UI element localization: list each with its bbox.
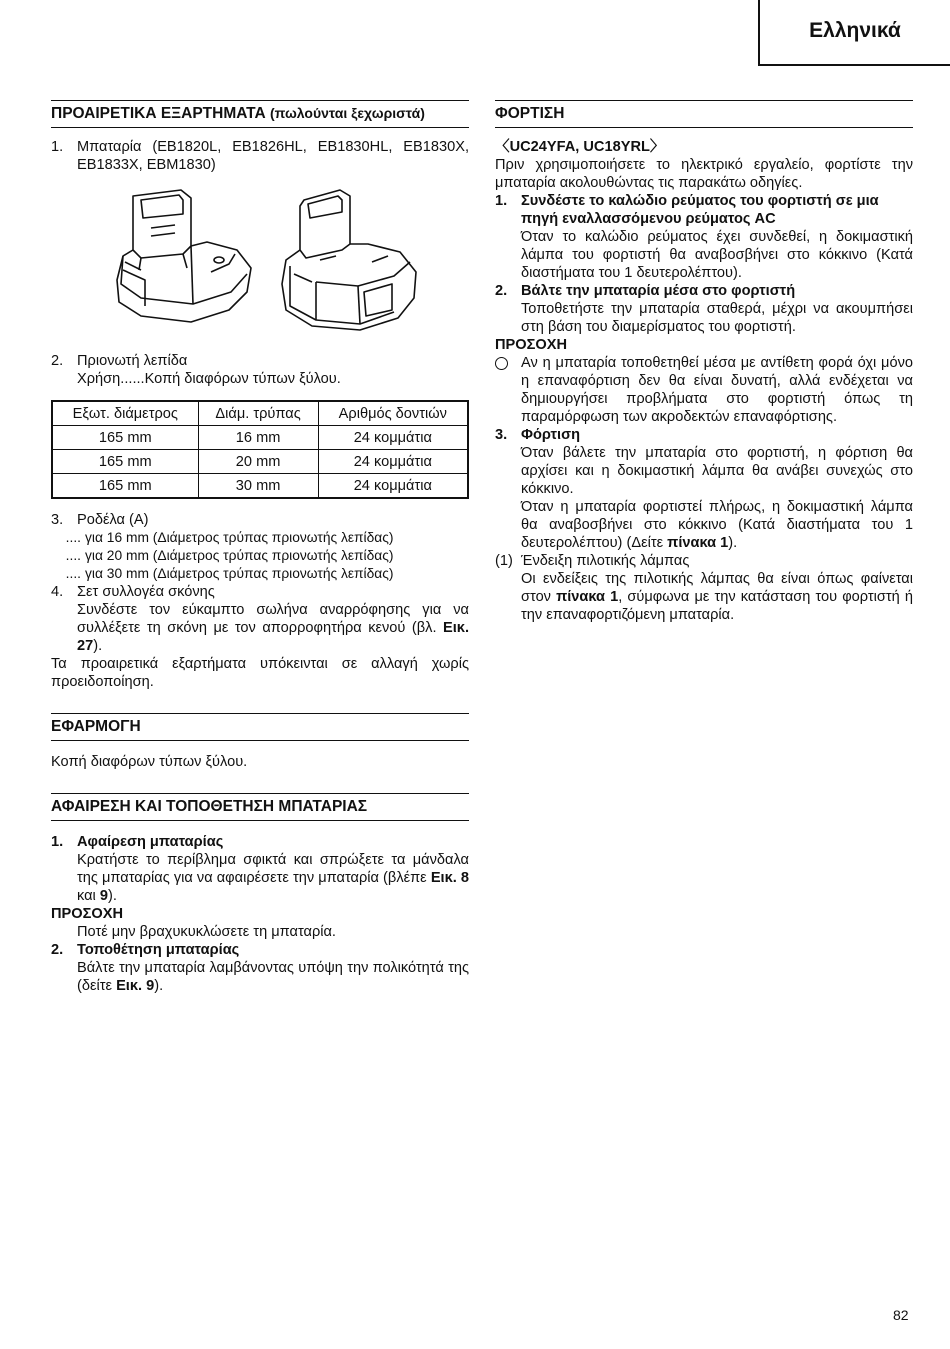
step-text: Τοποθετήστε την μπαταρία σταθερά, μέχρι να ακουμπήσει στη βάση του διαμερίσματος του φορτιστή. [521, 301, 913, 335]
item-text [77, 601, 469, 655]
accessories-note: Τα προαιρετικά εξαρτήματα υπόκεινται σε αλλαγή χωρίς προειδοποίηση. [51, 656, 469, 690]
item-title: Πριονωτή λεπίδα [77, 353, 188, 369]
washer-option [51, 547, 469, 565]
charging-caution-label: ΠΡΟΣΟΧΗ [495, 337, 568, 353]
pilot-lamp-indication [495, 552, 913, 624]
step-text-part: Οι ενδείξεις της πιλοτικής λάμπας θα είναι όπως φαίνεται στον [521, 571, 913, 605]
figure-reference: Εικ. 27 [77, 620, 469, 654]
table-row [52, 474, 468, 499]
optional-accessories-subtitle: (πωλούνται ξεχωριστά) [269, 105, 425, 121]
step-title: Βάλτε την μπαταρία μέσα στο φορτιστή [521, 283, 796, 299]
battery-caution-label: ΠΡΟΣΟΧΗ [51, 906, 124, 922]
table-header-row [52, 401, 468, 426]
battery-step-install [51, 941, 469, 995]
item-text: Ροδέλα (A) [77, 512, 149, 528]
charging-title: ΦΟΡΤΙΣΗ [495, 105, 565, 122]
table-cell: 165 mm [52, 474, 198, 499]
circle-bullet-icon [495, 354, 521, 426]
battery-step-remove [51, 833, 469, 905]
step-text-part: ). [154, 978, 164, 994]
battery-illustration-2 [276, 186, 426, 336]
table-row [52, 450, 468, 474]
battery-illustrations [51, 184, 469, 344]
step-number: 2. [51, 942, 64, 958]
page-number: 82 [893, 1307, 909, 1323]
washer-dots: .... [65, 530, 81, 545]
step-title: Αφαίρεση μπαταρίας [77, 834, 224, 850]
table-row [52, 426, 468, 450]
accessory-item-saw-blade [51, 352, 469, 388]
sub-step-title: Ένδειξη πιλοτικής λάμπας [521, 553, 690, 569]
charging-caution [495, 354, 913, 426]
step-number: 1. [495, 193, 508, 209]
accessory-item-battery [51, 138, 469, 174]
step-text: Όταν το καλώδιο ρεύματος έχει συνδεθεί, η δοκιμαστική λάμπα του φορτιστή θα αναβοσβήνει στο κόκκινο (Κατά διαστήματα του 1 δευτερολέπτου). [521, 229, 913, 281]
washer-text: για 16 mm (Διάμετρος τρύπας πριονωτής λεπίδας) [85, 530, 394, 545]
language-tab: Ελληνικά [758, 0, 950, 66]
step-text [77, 851, 469, 905]
table-header-cell: Αριθμός δοντιών [318, 401, 468, 426]
charging-step-insert [495, 282, 913, 336]
table-cell: 16 mm [198, 426, 318, 450]
sub-step-number: (1) [495, 553, 513, 569]
step-text-part: και [77, 888, 96, 904]
accessory-item-washer [51, 511, 469, 529]
item-text-part: Συνδέστε τον εύκαμπτο σωλήνα αναρρόφησης για να συλλέξετε τη σκόνη με τον απορροφητήρα κενού (βλ. [77, 602, 469, 636]
figure-reference: Εικ. 9 [116, 978, 155, 994]
application-heading [51, 713, 469, 741]
item-text-part: ). [93, 638, 103, 654]
step-title: Συνδέστε το καλώδιο ρεύματος του φορτιστή σε μια πηγή εναλλασσόμενου ρεύματος AC [521, 193, 879, 227]
charger-models: 〈UC24YFA, UC18YRL〉 [495, 139, 665, 155]
saw-blade-table [51, 400, 469, 499]
charging-step-connect [495, 192, 913, 282]
accessory-item-dust-collector [51, 583, 469, 655]
sub-step-text [521, 570, 913, 624]
item-number: 1. [51, 139, 64, 155]
application-text: Κοπή διαφόρων τύπων ξύλου. [51, 754, 248, 770]
step-number: 2. [495, 283, 508, 299]
optional-accessories-title: ΠΡΟΑΙΡΕΤΙΚΑ ΕΞΑΡΤΗΜΑΤΑ [51, 105, 266, 122]
charging-heading [495, 100, 913, 128]
table-cell: 30 mm [198, 474, 318, 499]
table-header-cell: Εξωτ. διάμετρος [52, 401, 198, 426]
table-cell: 24 κομμάτια [318, 450, 468, 474]
step-text [521, 498, 913, 552]
charging-intro: Πριν χρησιμοποιήσετε το ηλεκτρικό εργαλείο, φορτίστε την μπαταρία ακολουθώντας τις παρακάτω οδηγίες. [495, 157, 913, 191]
figure-reference: Εικ. 8 [430, 870, 470, 886]
step-text-part: ). [728, 535, 738, 551]
step-text-part: , σύμφωνα με την κατάσταση του φορτιστή ή την επαναφορτιζόμενη μπαταρία. [521, 589, 913, 623]
battery-heading [51, 793, 469, 821]
battery-illustration-1 [111, 184, 261, 334]
table-reference: πίνακα 1 [667, 535, 729, 551]
table-cell: 24 κομμάτια [318, 474, 468, 499]
table-reference: πίνακα 1 [556, 589, 619, 605]
step-title: Φόρτιση [521, 427, 580, 443]
charging-step-charge [495, 426, 913, 552]
item-number: 3. [51, 512, 64, 528]
step-number: 3. [495, 427, 508, 443]
washer-option [51, 565, 469, 583]
item-number: 4. [51, 584, 64, 600]
table-cell: 165 mm [52, 426, 198, 450]
table-header-cell: Διάμ. τρύπας [198, 401, 318, 426]
washer-text: για 20 mm (Διάμετρος τρύπας πριονωτής λεπίδας) [85, 548, 394, 563]
step-text: Όταν βάλετε την μπαταρία στο φορτιστή, η φόρτιση θα αρχίσει και η δοκιμαστική λάμπα θα ανάβει συνεχώς στο κόκκινο. [521, 445, 913, 497]
battery-caution-text: Ποτέ μην βραχυκυκλώσετε τη μπαταρία. [77, 924, 336, 940]
item-number: 2. [51, 353, 64, 369]
table-cell: 24 κομμάτια [318, 426, 468, 450]
table-cell: 20 mm [198, 450, 318, 474]
battery-title: ΑΦΑΙΡΕΣΗ ΚΑΙ ΤΟΠΟΘΕΤΗΣΗ ΜΠΑΤΑΡΙΑΣ [51, 798, 368, 815]
step-text-part: ). [108, 888, 117, 904]
washer-dots: .... [65, 566, 81, 581]
application-title: ΕΦΑΡΜΟΓΗ [51, 718, 141, 735]
right-column [495, 100, 913, 624]
item-text: Μπαταρία (EB1820L, EB1826HL, EB1830HL, EB1830X, EB1833X, EBM1830) [77, 139, 469, 173]
washer-option [51, 529, 469, 547]
table-cell: 165 mm [52, 450, 198, 474]
left-column [51, 100, 469, 995]
step-text-part: Κρατήστε το περίβλημα σφικτά και σπρώξετε τα μάνδαλα της μπαταρίας για να αφαιρέσετε την μπαταρία (βλέπε [77, 852, 469, 886]
figure-reference: 9 [99, 888, 108, 904]
step-text [77, 959, 469, 995]
step-text-part: Όταν η μπαταρία φορτιστεί πλήρως, η δοκιμαστική λάμπα θα αναβοσβήνει στο κόκκινο (Κατά διαστήματα του 1 δευτερολέπτου) (Δείτε [521, 499, 913, 551]
step-number: 1. [51, 834, 64, 850]
optional-accessories-heading [51, 100, 469, 128]
item-usage: Χρήση......Κοπή διαφόρων τύπων ξύλου. [77, 371, 341, 387]
washer-dots: .... [65, 548, 81, 563]
step-title: Τοποθέτηση μπαταρίας [77, 942, 240, 958]
washer-text: για 30 mm (Διάμετρος τρύπας πριονωτής λεπίδας) [85, 566, 394, 581]
item-title: Σετ συλλογέα σκόνης [77, 584, 215, 600]
caution-text: Αν η μπαταρία τοποθετηθεί μέσα με αντίθετη φορά όχι μόνο η επαναφόρτιση δεν θα είναι δυνατή, αλλά ενδέχεται να δημιουργήσει προβλήματα στο φορτιστή όπως τη παραμόρφωση των ακροδεκτών επαναφόρτισης. [521, 355, 913, 425]
step-text-part: Βάλτε την μπαταρία λαμβάνοντας υπόψη την πολικότητά της (δείτε [77, 960, 469, 994]
